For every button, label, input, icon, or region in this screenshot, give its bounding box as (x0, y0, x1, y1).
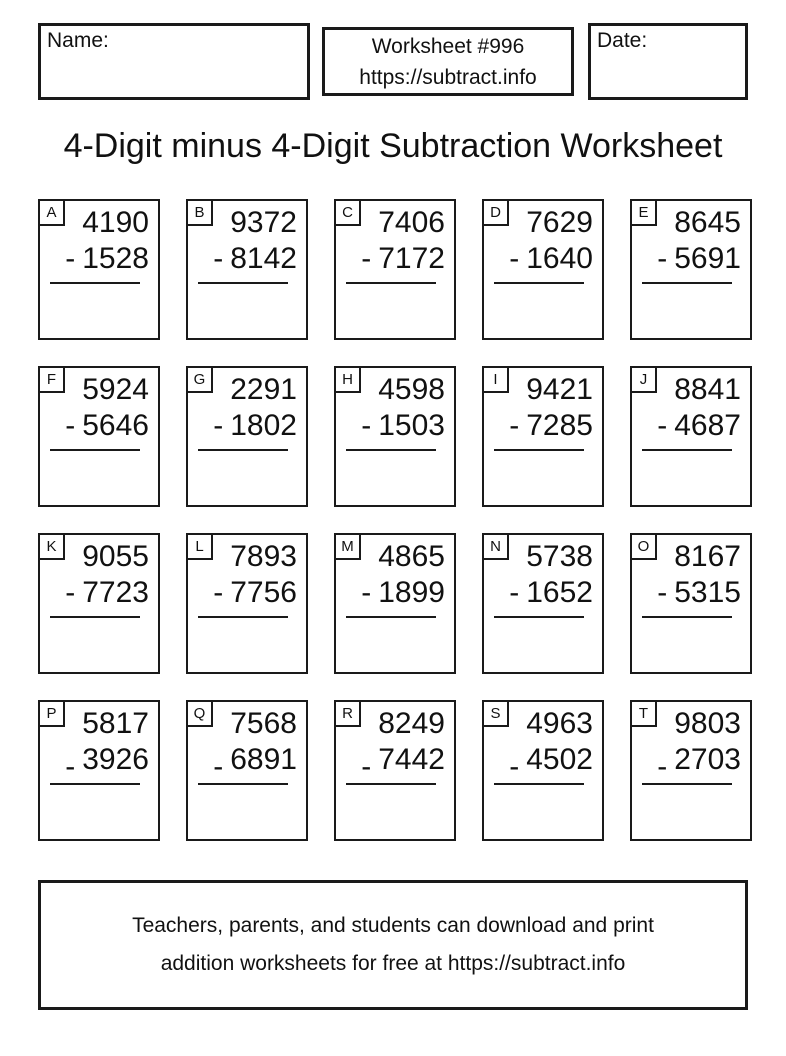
problem-letter-label: S (484, 702, 509, 727)
answer-space[interactable] (336, 785, 445, 837)
problem-cell (630, 533, 752, 674)
minuend: 8841 (674, 373, 741, 406)
subtrahend: 1503 (378, 409, 445, 442)
subtrahend-row (40, 742, 149, 783)
problem-letter-label: K (40, 535, 65, 560)
worksheet-info-box (322, 27, 574, 96)
subtrahend: 1640 (526, 242, 593, 275)
subtrahend: 4687 (674, 409, 741, 442)
minuend: 9372 (230, 206, 297, 239)
subtrahend-row (484, 408, 593, 444)
subtrahend: 2703 (674, 743, 741, 776)
minus-operator: - (361, 750, 372, 783)
minus-operator: - (361, 409, 372, 442)
footer-line2: addition worksheets for free at https://subtract.info (160, 952, 626, 975)
minus-operator: - (65, 576, 76, 609)
problem-letter-label: A (40, 201, 65, 226)
minuend: 5817 (82, 707, 149, 740)
minuend: 9421 (526, 373, 593, 406)
problem-letter-label: L (188, 535, 213, 560)
problem-letter-label: P (40, 702, 65, 727)
minuend: 7893 (230, 540, 297, 573)
subtrahend-row (188, 241, 297, 277)
subtrahend-row (336, 408, 445, 444)
answer-space[interactable] (632, 451, 741, 503)
problem-cell (38, 700, 160, 841)
minuend: 5924 (82, 373, 149, 406)
minus-operator: - (213, 409, 224, 442)
minuend: 5738 (526, 540, 593, 573)
date-field-box[interactable] (588, 23, 748, 100)
answer-space[interactable] (632, 618, 741, 670)
answer-space[interactable] (484, 284, 593, 336)
subtrahend-row (336, 742, 445, 783)
answer-space[interactable] (484, 618, 593, 670)
problem-cell (482, 199, 604, 340)
minus-operator: - (657, 409, 668, 442)
problem-letter-label: C (336, 201, 361, 226)
subtrahend: 7442 (378, 743, 445, 776)
problem-cell (630, 366, 752, 507)
subtrahend-row (632, 241, 741, 277)
footer-line1: Teachers, parents, and students can download and print (132, 914, 654, 937)
minuend: 7568 (230, 707, 297, 740)
minus-operator: - (509, 576, 520, 609)
problem-cell (186, 199, 308, 340)
problem-letter-label: B (188, 201, 213, 226)
answer-space[interactable] (336, 284, 445, 336)
problem-cell (38, 533, 160, 674)
answer-space[interactable] (188, 785, 297, 837)
subtrahend-row (484, 241, 593, 277)
problem-letter-label: M (336, 535, 361, 560)
problem-letter-label: T (632, 702, 657, 727)
problem-cell (186, 533, 308, 674)
worksheet-url[interactable]: https://subtract.info (359, 65, 537, 89)
answer-space[interactable] (188, 451, 297, 503)
footer-box (38, 880, 748, 1010)
answer-space[interactable] (40, 785, 149, 837)
minuend: 9803 (674, 707, 741, 740)
problem-cell (482, 700, 604, 841)
subtrahend: 1528 (82, 242, 149, 275)
answer-space[interactable] (632, 785, 741, 837)
minus-operator: - (213, 750, 224, 783)
subtrahend-row (188, 408, 297, 444)
subtrahend: 1802 (230, 409, 297, 442)
minus-operator: - (65, 409, 76, 442)
answer-space[interactable] (484, 785, 593, 837)
problem-letter-label: I (484, 368, 509, 393)
problem-cell (186, 366, 308, 507)
subtrahend-row (40, 575, 149, 611)
subtrahend-row (188, 742, 297, 783)
subtrahend-row (484, 575, 593, 611)
subtrahend: 6891 (230, 743, 297, 776)
minuend: 9055 (82, 540, 149, 573)
minuend: 4865 (378, 540, 445, 573)
subtrahend: 7172 (378, 242, 445, 275)
subtrahend-row (632, 742, 741, 783)
answer-space[interactable] (40, 284, 149, 336)
minus-operator: - (657, 242, 668, 275)
page-title: 4-Digit minus 4-Digit Subtraction Worksheet (63, 127, 723, 165)
minus-operator: - (213, 242, 224, 275)
worksheet-number: Worksheet #996 (371, 34, 525, 58)
minuend: 2291 (230, 373, 297, 406)
subtrahend-row (188, 575, 297, 611)
minuend: 8645 (674, 206, 741, 239)
problem-letter-label: D (484, 201, 509, 226)
problem-cell (630, 199, 752, 340)
minus-operator: - (65, 242, 76, 275)
minus-operator: - (65, 750, 76, 783)
problems-grid (38, 199, 752, 867)
minuend: 7629 (526, 206, 593, 239)
minuend: 4963 (526, 707, 593, 740)
subtrahend: 7285 (526, 409, 593, 442)
subtrahend-row (336, 241, 445, 277)
answer-space[interactable] (188, 618, 297, 670)
problem-letter-label: H (336, 368, 361, 393)
answer-space[interactable] (40, 618, 149, 670)
problem-letter-label: R (336, 702, 361, 727)
problem-cell (630, 700, 752, 841)
problem-letter-label: O (632, 535, 657, 560)
subtrahend-row (40, 241, 149, 277)
minus-operator: - (657, 750, 668, 783)
subtrahend: 8142 (230, 242, 297, 275)
subtrahend: 4502 (526, 743, 593, 776)
problem-cell (334, 366, 456, 507)
problem-cell (482, 533, 604, 674)
subtrahend: 1652 (526, 576, 593, 609)
minuend: 8249 (378, 707, 445, 740)
minuend: 8167 (674, 540, 741, 573)
problem-letter-label: J (632, 368, 657, 393)
subtrahend-row (632, 408, 741, 444)
minus-operator: - (657, 576, 668, 609)
subtrahend: 7723 (82, 576, 149, 609)
subtrahend: 5646 (82, 409, 149, 442)
minus-operator: - (361, 576, 372, 609)
problem-letter-label: N (484, 535, 509, 560)
subtrahend-row (40, 408, 149, 444)
minus-operator: - (509, 409, 520, 442)
answer-space[interactable] (40, 451, 149, 503)
problem-letter-label: G (188, 368, 213, 393)
problem-cell (38, 199, 160, 340)
problem-letter-label: F (40, 368, 65, 393)
minus-operator: - (509, 242, 520, 275)
subtrahend-row (632, 575, 741, 611)
answer-space[interactable] (188, 284, 297, 336)
answer-space[interactable] (632, 284, 741, 336)
problem-cell (334, 533, 456, 674)
answer-space[interactable] (336, 618, 445, 670)
name-label: Name: (47, 29, 109, 52)
problem-letter-label: Q (188, 702, 213, 727)
problem-cell (38, 366, 160, 507)
subtrahend: 5315 (674, 576, 741, 609)
minuend: 4598 (378, 373, 445, 406)
subtrahend-row (484, 742, 593, 783)
answer-space[interactable] (336, 451, 445, 503)
date-label: Date: (597, 29, 648, 52)
subtrahend: 7756 (230, 576, 297, 609)
name-field-box[interactable] (38, 23, 310, 100)
minuend: 7406 (378, 206, 445, 239)
answer-space[interactable] (484, 451, 593, 503)
minus-operator: - (213, 576, 224, 609)
subtrahend: 5691 (674, 242, 741, 275)
subtrahend: 1899 (378, 576, 445, 609)
subtrahend: 3926 (82, 743, 149, 776)
problem-cell (186, 700, 308, 841)
minuend: 4190 (82, 206, 149, 239)
problem-cell (482, 366, 604, 507)
problem-cell (334, 700, 456, 841)
minus-operator: - (361, 242, 372, 275)
subtrahend-row (336, 575, 445, 611)
problem-cell (334, 199, 456, 340)
minus-operator: - (509, 750, 520, 783)
problem-letter-label: E (632, 201, 657, 226)
